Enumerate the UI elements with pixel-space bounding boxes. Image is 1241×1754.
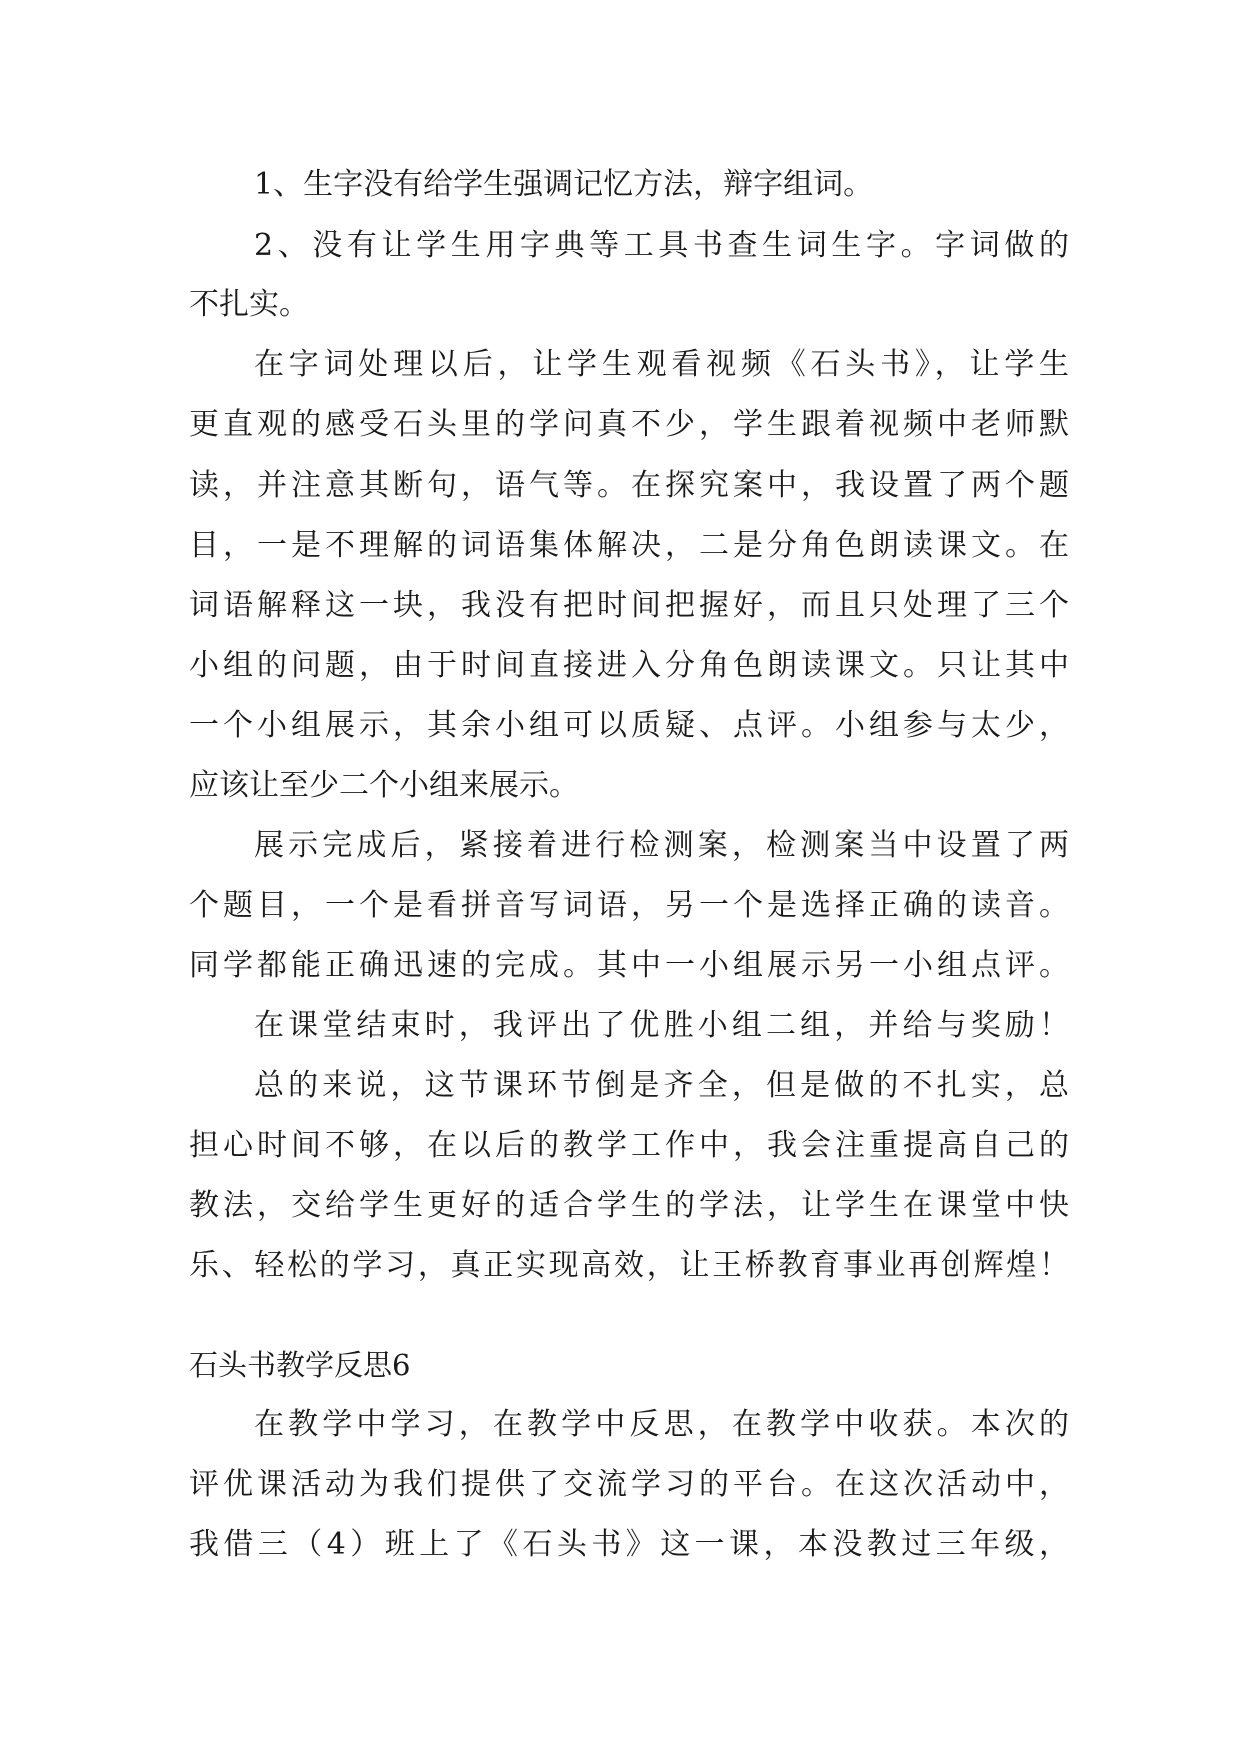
paragraph-line: 在字词处理以后，让学生观看视频《石头书》，让学生 bbox=[254, 347, 1069, 382]
paragraph-line: 目，一是不理解的词语集体解决，二是分角色朗读课文。在 bbox=[189, 528, 1069, 563]
paragraph-line: 在教学中学习，在教学中反思，在教学中收获。本次的 bbox=[254, 1407, 1069, 1442]
paragraph-line: 在课堂结束时，我评出了优胜小组二组，并给与奖励！ bbox=[254, 1008, 1069, 1043]
paragraph-line: 总的来说，这节课环节倒是齐全，但是做的不扎实，总 bbox=[254, 1068, 1069, 1103]
paragraph-line: 一个小组展示，其余小组可以质疑、点评。小组参与太少， bbox=[189, 708, 1069, 743]
paragraph-line: 应该让至少二个小组来展示。 bbox=[189, 768, 579, 803]
section-heading: 石头书教学反思6 bbox=[189, 1348, 411, 1382]
paragraph-line: 个题目，一个是看拼音写词语，另一个是选择正确的读音。 bbox=[189, 888, 1069, 923]
paragraph-line: 展示完成后，紧接着进行检测案，检测案当中设置了两 bbox=[254, 828, 1069, 863]
paragraph-line: 2、没有让学生用字典等工具书查生词生字。字词做的 bbox=[254, 228, 1069, 263]
paragraph-line: 不扎实。 bbox=[189, 287, 309, 322]
paragraph-line: 担心时间不够，在以后的教学工作中，我会注重提高自己的 bbox=[189, 1128, 1069, 1163]
paragraph-line: 小组的问题，由于时间直接进入分角色朗读课文。只让其中 bbox=[189, 648, 1069, 683]
paragraph-line: 词语解释这一块，我没有把时间把握好，而且只处理了三个 bbox=[189, 588, 1069, 623]
paragraph-line: 我借三（4）班上了《石头书》这一课，本没教过三年级， bbox=[189, 1527, 1069, 1562]
paragraph-line: 评优课活动为我们提供了交流学习的平台。在这次活动中， bbox=[189, 1467, 1069, 1502]
paragraph-line: 1、生字没有给学生强调记忆方法，辩字组词。 bbox=[254, 167, 874, 202]
paragraph-line: 乐、轻松的学习，真正实现高效，让王桥教育事业再创辉煌！ bbox=[189, 1248, 1069, 1283]
paragraph-line: 同学都能正确迅速的完成。其中一小组展示另一小组点评。 bbox=[189, 948, 1069, 983]
paragraph-line: 更直观的感受石头里的学问真不少，学生跟着视频中老师默 bbox=[189, 407, 1069, 442]
paragraph-line: 教法，交给学生更好的适合学生的学法，让学生在课堂中快 bbox=[189, 1188, 1069, 1223]
paragraph-line: 读，并注意其断句，语气等。在探究案中，我设置了两个题 bbox=[189, 468, 1069, 503]
